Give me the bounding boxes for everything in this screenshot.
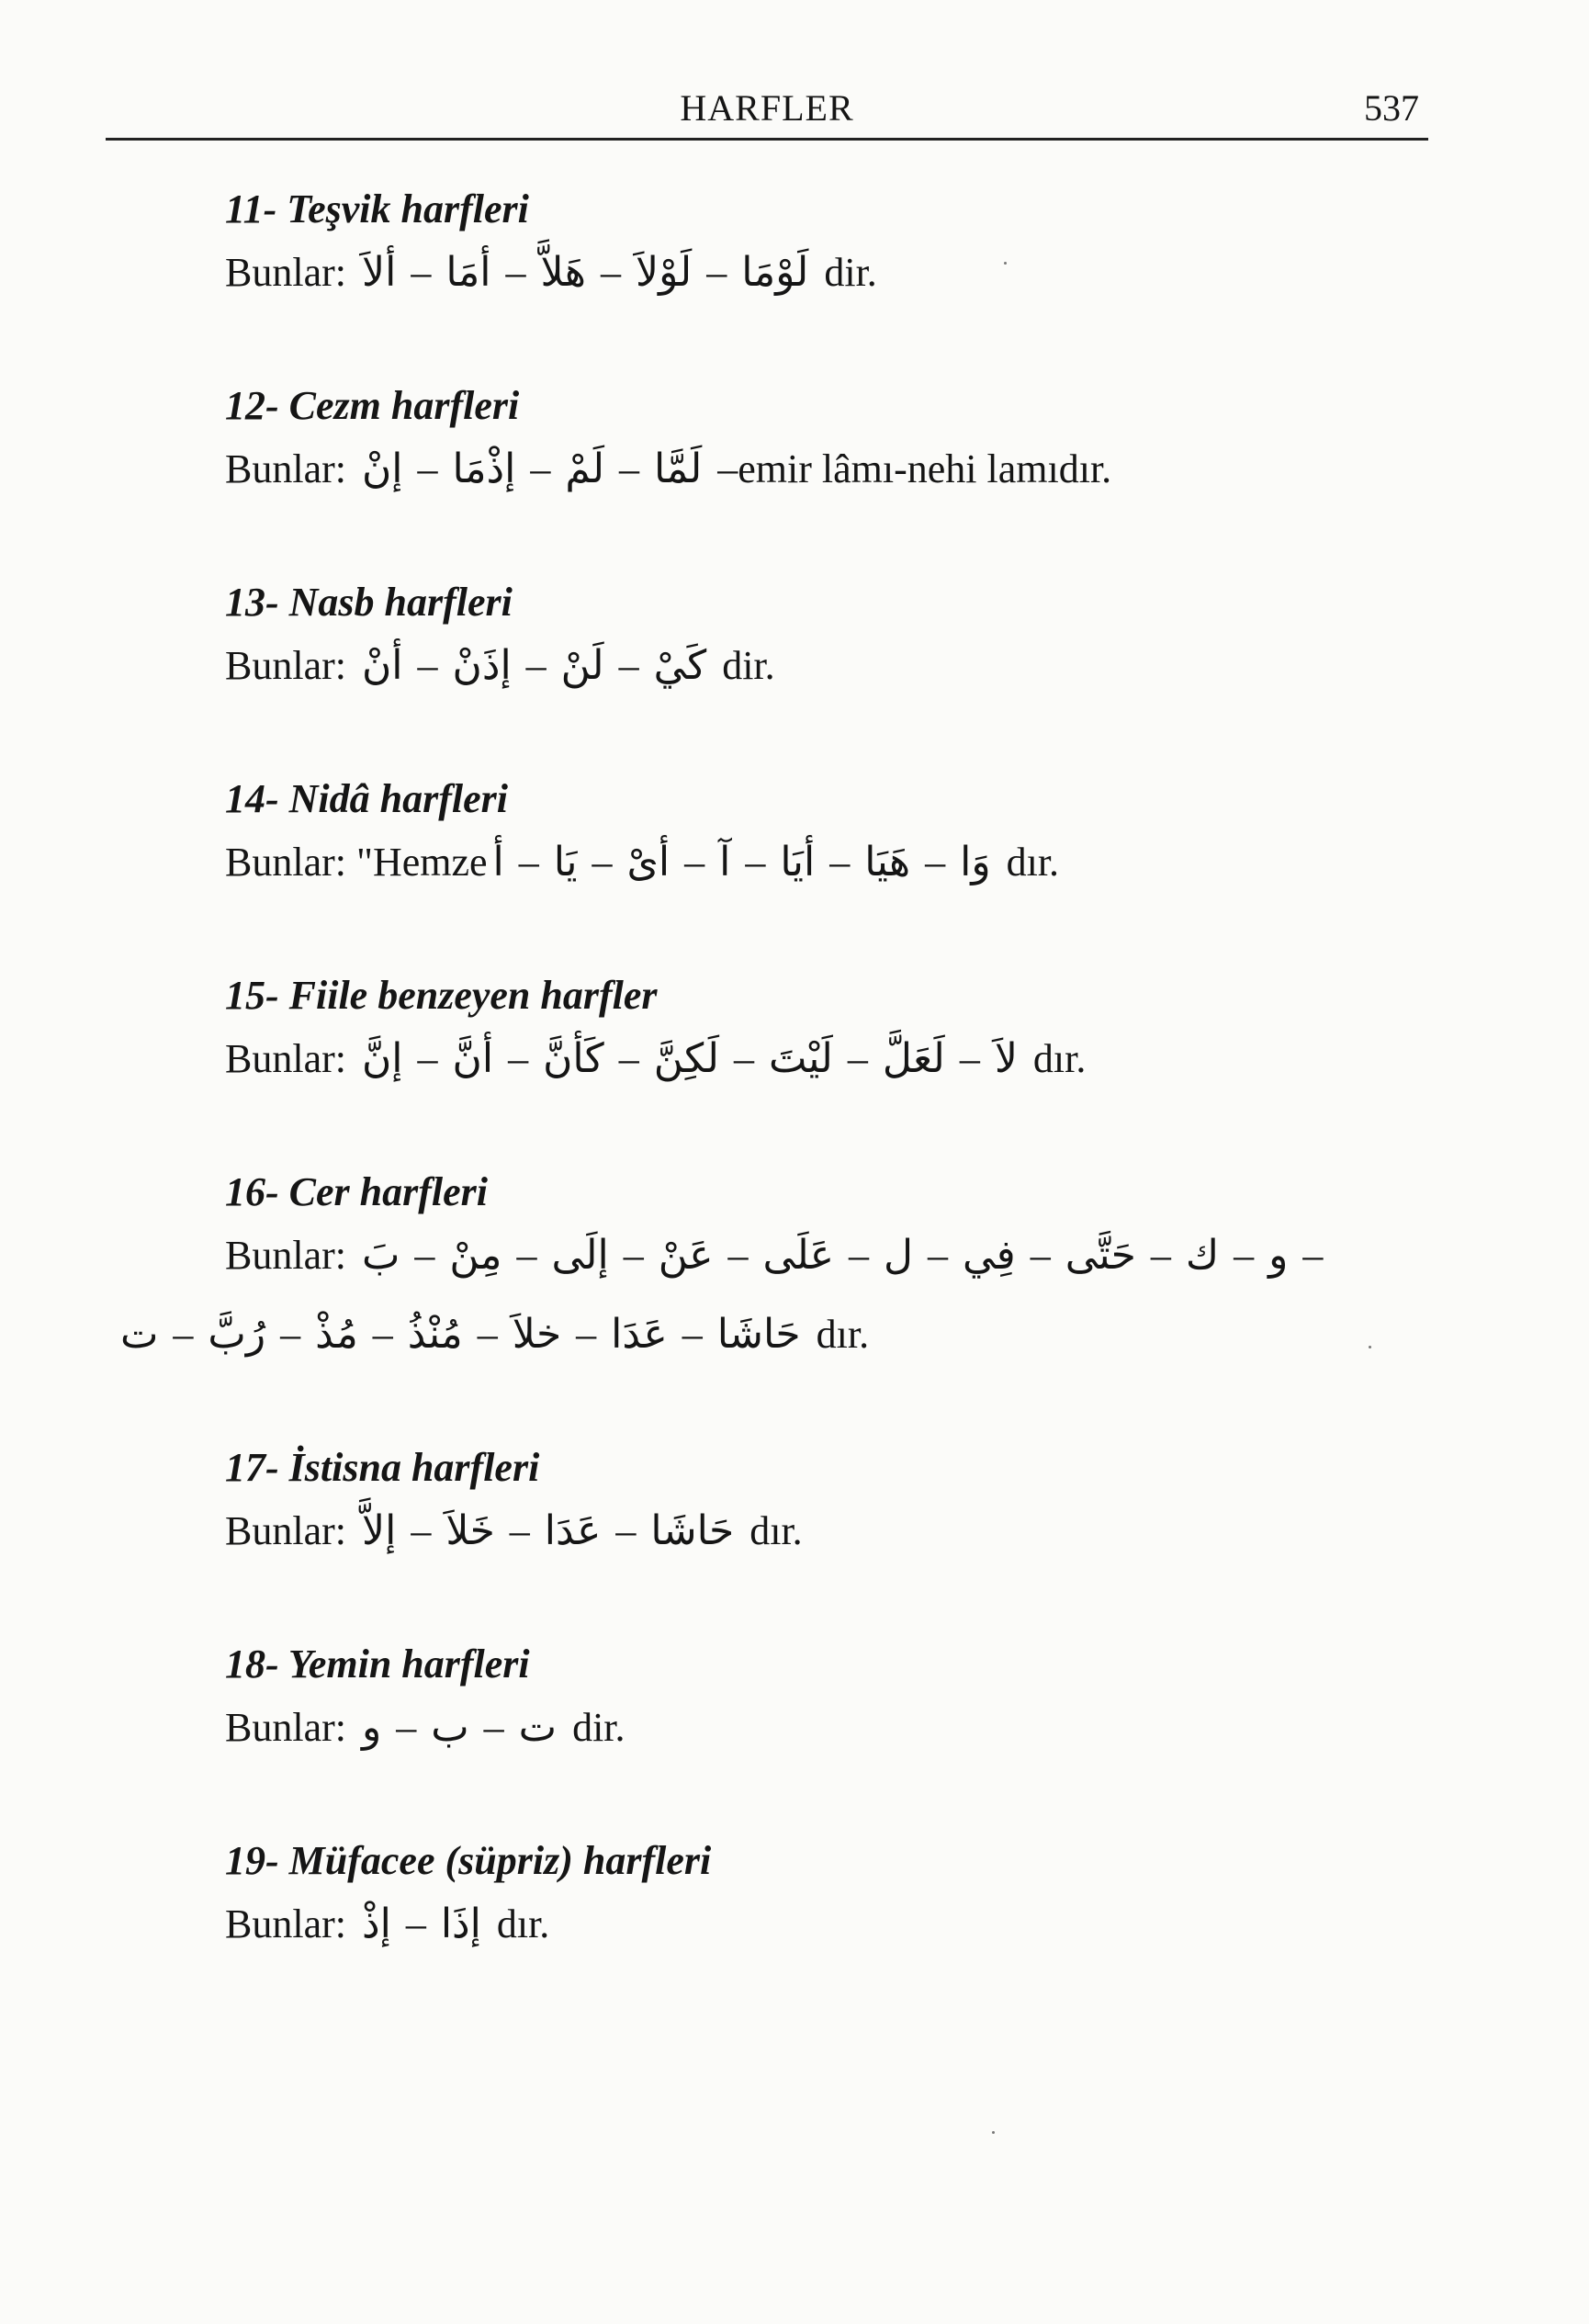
arabic-letter: لَيْتَ: [768, 1035, 833, 1082]
arabic-letter: هَلاَّ: [540, 249, 586, 296]
dash-separator: –: [600, 250, 621, 295]
arabic-letter: عَدَا: [611, 1311, 668, 1358]
section: [225, 380, 1428, 577]
suffix-text: dır.: [1006, 840, 1060, 885]
suffix-text: dır.: [749, 1508, 803, 1553]
bunlar-label: Bunlar:: [225, 1036, 346, 1081]
dash-separator: –: [518, 840, 539, 885]
dash-separator: –: [1302, 1233, 1324, 1278]
dash-separator: –: [411, 1508, 432, 1553]
page-number: 537: [1364, 87, 1419, 129]
dash-separator: –: [280, 1312, 301, 1357]
lead-text: "Hemze: [355, 840, 488, 885]
dash-separator: –: [829, 840, 851, 885]
dash-separator: –: [405, 1901, 426, 1946]
arabic-letter: لاَ: [994, 1035, 1018, 1082]
arabic-letter: إلَى: [551, 1232, 609, 1279]
suffix-text: –emir lâmı-nehi lamıdır.: [717, 446, 1112, 491]
dash-separator: –: [847, 1036, 868, 1081]
arabic-letter: لَعَلَّ: [882, 1035, 945, 1082]
dash-separator: –: [1234, 1233, 1255, 1278]
arabic-letter: ل: [884, 1232, 913, 1279]
bunlar-label: Bunlar:: [225, 1508, 346, 1553]
dash-separator: –: [411, 250, 432, 295]
section-body: [225, 241, 1428, 305]
arabic-letter: أنَّ: [452, 1035, 494, 1082]
suffix-text: dir.: [824, 250, 877, 295]
section-body: [225, 1027, 1428, 1091]
arabic-letter: لَمْ: [565, 446, 605, 492]
dash-separator: –: [682, 1312, 703, 1357]
arabic-letter: آ: [719, 839, 731, 886]
section-title: 14- Nidâ harfleri: [225, 776, 508, 821]
arabic-letter: و: [1268, 1232, 1289, 1279]
section: [225, 1442, 1428, 1639]
arabic-letter: لَمَّا: [654, 446, 703, 492]
arabic-letter: فِي: [963, 1232, 1016, 1279]
arabic-letter: مُذْ: [315, 1311, 358, 1358]
section-body-continued: [115, 1303, 869, 1367]
arabic-letter: خَلاَ: [445, 1507, 495, 1554]
arabic-letter: بَ: [361, 1232, 400, 1279]
page-content: [120, 184, 1428, 2032]
section-body: [225, 1499, 1428, 1563]
section-title: 11- Teşvik harfleri: [225, 186, 529, 231]
running-header: [106, 85, 1428, 141]
arabic-letter: عَدَا: [544, 1507, 602, 1554]
dash-separator: –: [619, 446, 640, 491]
paper-speck: [1369, 1346, 1371, 1348]
arabic-letter: إلاَّ: [361, 1507, 397, 1554]
dash-separator: –: [684, 840, 705, 885]
bunlar-label: Bunlar:: [225, 1705, 346, 1750]
dash-separator: –: [925, 840, 946, 885]
arabic-letter: ب: [431, 1704, 469, 1751]
section-body: [225, 634, 1428, 698]
dash-separator: –: [576, 1312, 597, 1357]
dash-separator: –: [1030, 1233, 1051, 1278]
arabic-letter: لَوْمَا: [741, 249, 809, 296]
dash-separator: –: [516, 1233, 537, 1278]
arabic-letter: ألاَ: [361, 249, 397, 296]
arabic-letter: ت: [120, 1311, 159, 1358]
suffix-text: dır.: [496, 1901, 550, 1946]
paper-speck: [992, 2131, 995, 2134]
dash-separator: –: [417, 1036, 438, 1081]
section-body: [225, 437, 1428, 502]
suffix-text: dir.: [722, 643, 775, 688]
dash-separator: –: [505, 250, 526, 295]
bunlar-label: Bunlar:: [225, 250, 346, 295]
section-body: [225, 1224, 1428, 1288]
bunlar-label: Bunlar:: [225, 1233, 346, 1278]
arabic-letter: إنَّ: [361, 1035, 403, 1082]
arabic-letter: كَأنَّ: [543, 1035, 604, 1082]
dash-separator: –: [396, 1705, 417, 1750]
arabic-letter: حَاشَا: [650, 1507, 735, 1554]
dash-separator: –: [745, 840, 766, 885]
arabic-letter: إذْمَا: [452, 446, 516, 492]
dash-separator: –: [417, 446, 438, 491]
arabic-letter: ت: [518, 1704, 558, 1751]
section: [225, 773, 1428, 970]
dash-separator: –: [477, 1312, 498, 1357]
arabic-letter: يَا: [553, 839, 578, 886]
section: [225, 1835, 1428, 2032]
arabic-letter: لَوْلاَ: [635, 249, 693, 296]
section: [225, 970, 1428, 1167]
arabic-letter: رُبَّ: [208, 1311, 266, 1358]
arabic-letter: أ: [492, 839, 504, 886]
bunlar-label: Bunlar:: [225, 1901, 346, 1946]
dash-separator: –: [1150, 1233, 1171, 1278]
arabic-letter: إذْ: [361, 1901, 391, 1947]
suffix-text: dir.: [572, 1705, 625, 1750]
dash-separator: –: [623, 1233, 644, 1278]
arabic-letter: ك: [1185, 1232, 1220, 1279]
arabic-letter: مِنْ: [449, 1232, 502, 1279]
section-body: [225, 830, 1428, 895]
dash-separator: –: [592, 840, 613, 885]
bunlar-label: Bunlar:: [225, 446, 346, 491]
dash-separator: –: [727, 1233, 749, 1278]
suffix-text: dır.: [816, 1312, 870, 1357]
section-title: 16- Cer harfleri: [225, 1169, 488, 1214]
arabic-letter: وَا: [960, 839, 991, 886]
dash-separator: –: [414, 1233, 435, 1278]
arabic-letter: كَيْ: [653, 642, 707, 689]
dash-separator: –: [615, 1508, 637, 1553]
dash-separator: –: [483, 1705, 504, 1750]
dash-separator: –: [733, 1036, 754, 1081]
section: [225, 184, 1428, 380]
section-body: [225, 1892, 1428, 1957]
arabic-letter: عَلَى: [762, 1232, 835, 1279]
dash-separator: –: [509, 1508, 530, 1553]
arabic-letter: و: [361, 1704, 382, 1751]
dash-separator: –: [618, 643, 639, 688]
section: [225, 577, 1428, 773]
dash-separator: –: [417, 643, 438, 688]
dash-separator: –: [959, 1036, 980, 1081]
dash-separator: –: [508, 1036, 529, 1081]
chapter-title: HARFLER: [680, 87, 854, 129]
arabic-letter: أىْ: [626, 839, 671, 886]
section-title: 17- İstisna harfleri: [225, 1445, 540, 1490]
arabic-letter: لَكِنَّ: [653, 1035, 719, 1082]
dash-separator: –: [525, 643, 547, 688]
dash-separator: –: [849, 1233, 870, 1278]
section: [120, 1167, 1428, 1442]
dash-separator: –: [372, 1312, 393, 1357]
arabic-letter: أنْ: [361, 642, 403, 689]
paper-speck: [1004, 262, 1007, 265]
section-title: 15- Fiile benzeyen harfler: [225, 973, 658, 1018]
arabic-letter: حَاشَا: [716, 1311, 801, 1358]
arabic-letter: حَتَّى: [1065, 1232, 1136, 1279]
section-body: [225, 1696, 1428, 1760]
section-title: 12- Cezm harfleri: [225, 383, 520, 428]
section: [225, 1639, 1428, 1835]
dash-separator: –: [173, 1312, 194, 1357]
arabic-letter: مُنْذُ: [407, 1311, 463, 1358]
dash-separator: –: [706, 250, 727, 295]
bunlar-label: Bunlar:: [225, 840, 346, 885]
arabic-letter: إذَا: [440, 1901, 481, 1947]
section-title: 19- Müfacee (süpriz) harfleri: [225, 1838, 712, 1883]
bunlar-label: Bunlar:: [225, 643, 346, 688]
arabic-letter: إذَنْ: [452, 642, 512, 689]
arabic-letter: عَنْ: [658, 1232, 714, 1279]
dash-separator: –: [618, 1036, 639, 1081]
dash-separator: –: [530, 446, 551, 491]
section-title: 18- Yemin harfleri: [225, 1641, 530, 1687]
arabic-letter: أمَا: [445, 249, 491, 296]
arabic-letter: هَيَا: [864, 839, 911, 886]
suffix-text: dır.: [1032, 1036, 1087, 1081]
dash-separator: –: [928, 1233, 948, 1278]
arabic-letter: إنْ: [361, 446, 403, 492]
arabic-letter: خلاَ: [512, 1311, 562, 1358]
arabic-letter: أيَا: [780, 839, 816, 886]
section-title: 13- Nasb harfleri: [225, 580, 513, 625]
arabic-letter: لَنْ: [560, 642, 604, 689]
